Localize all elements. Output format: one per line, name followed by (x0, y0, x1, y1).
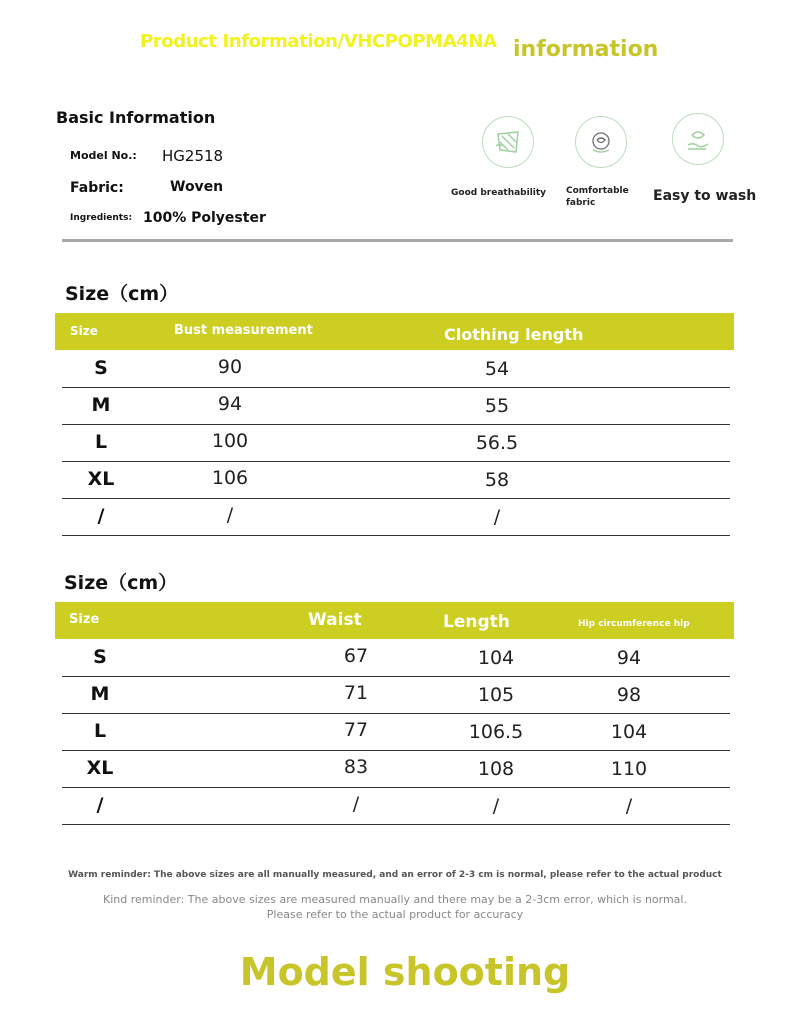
table-row (62, 787, 730, 825)
model-shooting-title: Model shooting (239, 950, 571, 994)
value-cell: 55 (484, 395, 510, 417)
top-table-header (55, 313, 734, 350)
kind-reminder-line1: Kind reminder: The above sizes are measured manually and there may be a 2-3cm error, which is normal. (103, 893, 687, 906)
model-value: HG2518 (162, 147, 224, 165)
feature-label-comfortable: Comfortable fabric (566, 186, 629, 208)
top-header-length: Clothing length (444, 325, 584, 344)
value-cell: 100 (211, 430, 249, 452)
value-cell: 98 (616, 684, 642, 706)
table-row (62, 639, 730, 677)
feature-label-breathability: Good breathability (451, 188, 547, 198)
top-header-bust: Bust measurement (174, 323, 313, 338)
section-divider (62, 239, 733, 242)
feature-label-wash: Easy to wash (653, 188, 757, 204)
size-cell: / (97, 505, 105, 527)
value-cell: 90 (217, 356, 243, 378)
bottom-header-hip: Hip circumference hip (578, 619, 690, 629)
value-cell: / (493, 506, 501, 528)
top-header-size: Size (70, 324, 98, 338)
value-cell: 104 (477, 647, 515, 669)
table-row (62, 713, 730, 751)
feature-wash (668, 113, 728, 165)
table-row (62, 750, 730, 788)
value-cell: / (492, 795, 500, 817)
size-cell: L (93, 720, 107, 742)
product-info-title: Product Information/VHCPOPMA4NA (140, 31, 497, 52)
table-row (62, 387, 730, 425)
size-cell: XL (86, 757, 114, 779)
value-cell: 108 (477, 758, 515, 780)
size-cell: M (90, 683, 110, 705)
ingredients-label: Ingredients: (70, 213, 133, 223)
kind-reminder (0, 892, 790, 922)
value-cell: 83 (343, 756, 369, 778)
size-cell: / (96, 794, 104, 816)
value-cell: 58 (484, 469, 510, 491)
ingredients-value: 100% Polyester (143, 210, 266, 226)
size-table-title-top: Size（cm） (65, 283, 179, 305)
value-cell: 94 (217, 393, 243, 415)
value-cell: / (625, 795, 633, 817)
breathable-fabric-icon (482, 116, 534, 168)
fabric-value: Woven (170, 179, 224, 195)
size-table-title-bottom: Size（cm） (64, 572, 178, 594)
size-cell: M (91, 394, 111, 416)
table-row (62, 350, 730, 388)
information-heading: information (513, 37, 659, 62)
value-cell: 94 (616, 647, 642, 669)
value-cell: / (352, 793, 360, 815)
value-cell: / (226, 504, 234, 526)
table-row (62, 424, 730, 462)
model-label: Model No.: (70, 149, 137, 162)
feature-comfortable (571, 116, 631, 168)
value-cell: 106 (211, 467, 249, 489)
size-cell: S (93, 646, 107, 668)
size-cell: S (94, 357, 108, 379)
warm-reminder: Warm reminder: The above sizes are all manually measured, and an error of 2-3 cm is normal, please refer to the actual product (68, 870, 722, 880)
value-cell: 77 (343, 719, 369, 741)
value-cell: 71 (343, 682, 369, 704)
basic-info-title: Basic Information (56, 108, 216, 127)
value-cell: 106.5 (468, 721, 524, 743)
table-row (62, 498, 730, 536)
value-cell: 67 (343, 645, 369, 667)
kind-reminder-line2: Please refer to the actual product for accuracy (266, 908, 524, 921)
size-cell: XL (87, 468, 115, 490)
bottom-header-length: Length (443, 612, 510, 632)
hand-wash-icon (672, 113, 724, 165)
comfortable-fabric-icon (575, 116, 627, 168)
value-cell: 110 (610, 758, 648, 780)
size-cell: L (94, 431, 108, 453)
value-cell: 54 (484, 358, 510, 380)
bottom-table-header (55, 602, 734, 639)
value-cell: 105 (477, 684, 515, 706)
fabric-label: Fabric: (70, 180, 124, 196)
table-row (62, 461, 730, 499)
bottom-header-size: Size (69, 612, 100, 627)
value-cell: 104 (610, 721, 648, 743)
table-row (62, 676, 730, 714)
feature-breathability (473, 116, 543, 168)
bottom-header-waist: Waist (308, 610, 362, 630)
value-cell: 56.5 (475, 432, 519, 454)
